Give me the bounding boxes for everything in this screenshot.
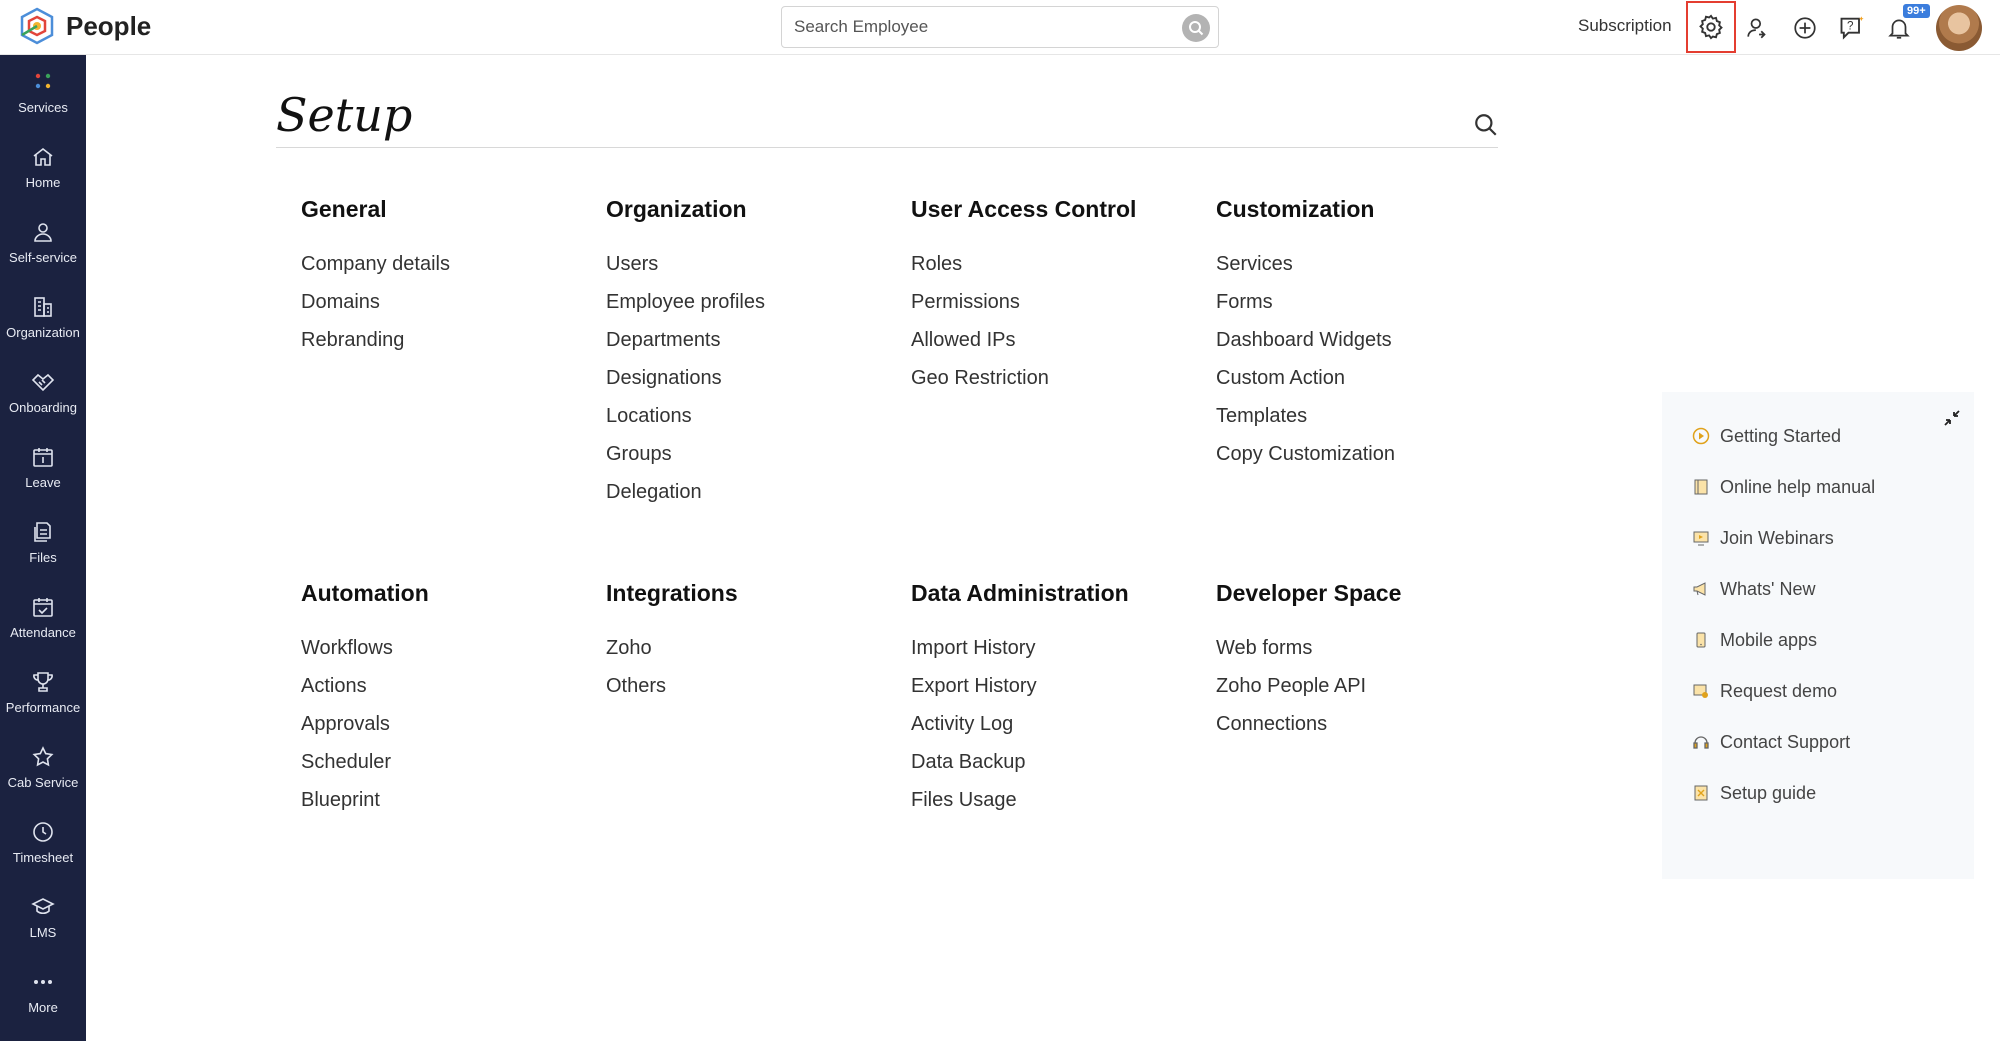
user-icon (31, 220, 55, 244)
link-copy-customization[interactable]: Copy Customization (1216, 443, 1395, 465)
sidebar-item-home[interactable] (0, 130, 86, 205)
sidebar-item-timesheet[interactable] (0, 805, 86, 880)
section-data-administration (911, 580, 1201, 819)
sidebar (0, 55, 86, 1041)
link-files-usage[interactable]: Files Usage (911, 789, 1017, 811)
switch-user-button[interactable] (1740, 10, 1776, 46)
help-item-whats-new[interactable] (1692, 574, 1815, 604)
sidebar-item-label: Self-service (9, 250, 77, 265)
link-data-backup[interactable]: Data Backup (911, 751, 1026, 773)
help-chat-icon (1838, 14, 1866, 42)
employee-search[interactable] (781, 6, 1219, 48)
collapse-icon[interactable] (1942, 408, 1962, 428)
sidebar-item-organization[interactable] (0, 280, 86, 355)
section-title: Developer Space (1216, 580, 1402, 606)
section-title: Data Administration (911, 580, 1129, 606)
link-export-history[interactable]: Export History (911, 675, 1037, 697)
link-zoho-people-api[interactable]: Zoho People API (1216, 675, 1367, 697)
link-approvals[interactable]: Approvals (301, 713, 390, 735)
help-item-setup-guide[interactable] (1692, 778, 1816, 808)
search-icon[interactable] (1182, 14, 1210, 42)
sidebar-item-label: More (28, 1000, 58, 1015)
sidebar-item-label: Services (18, 100, 68, 115)
help-item-label: Whats' New (1720, 578, 1816, 599)
megaphone-icon (1692, 580, 1710, 598)
sidebar-item-leave[interactable] (0, 430, 86, 505)
help-item-contact-support[interactable] (1692, 727, 1850, 757)
section-customization (1216, 196, 1506, 473)
attendance-icon (31, 595, 55, 619)
play-circle-icon (1692, 427, 1710, 445)
star-icon (31, 745, 55, 769)
link-domains[interactable]: Domains (301, 291, 380, 313)
link-zoho[interactable]: Zoho (606, 637, 652, 659)
trophy-icon (31, 670, 55, 694)
link-scheduler[interactable]: Scheduler (301, 751, 392, 773)
mobile-icon (1692, 631, 1710, 649)
sidebar-item-attendance[interactable] (0, 580, 86, 655)
settings-button[interactable] (1686, 1, 1736, 53)
section-automation (301, 580, 591, 819)
help-item-join-webinars[interactable] (1692, 523, 1834, 553)
link-company-details[interactable]: Company details (301, 253, 450, 275)
section-general (301, 196, 591, 359)
link-blueprint[interactable]: Blueprint (301, 789, 380, 811)
user-switch-icon (1745, 15, 1771, 41)
help-item-online-help-manual[interactable] (1692, 472, 1875, 502)
link-workflows[interactable]: Workflows (301, 637, 393, 659)
top-bar (0, 0, 2000, 55)
demo-icon (1692, 682, 1710, 700)
search-input[interactable] (782, 7, 1162, 47)
notification-badge: 99+ (1903, 4, 1930, 18)
sidebar-item-label: Leave (25, 475, 61, 490)
sidebar-item-services[interactable] (0, 55, 86, 130)
section-developer-space (1216, 580, 1506, 743)
search-icon[interactable] (1473, 112, 1499, 138)
sidebar-item-more[interactable] (0, 955, 86, 1030)
people-logo-icon[interactable] (18, 7, 56, 45)
section-user-access-control (911, 196, 1201, 397)
section-title: User Access Control (911, 196, 1137, 222)
headset-icon (1692, 733, 1710, 751)
sidebar-item-label: Files (29, 550, 57, 565)
calendar-icon (31, 445, 55, 469)
gear-icon (1697, 13, 1725, 41)
link-forms[interactable]: Forms (1216, 291, 1273, 313)
sidebar-item-cab-service[interactable] (0, 730, 86, 805)
link-import-history[interactable]: Import History (911, 637, 1036, 659)
link-employee-profiles[interactable]: Employee profiles (606, 291, 765, 313)
guide-icon (1692, 784, 1710, 802)
help-item-label: Join Webinars (1720, 527, 1834, 548)
help-item-request-demo[interactable] (1692, 676, 1837, 706)
link-users[interactable]: Users (606, 253, 659, 275)
link-allowed-ips[interactable]: Allowed IPs (911, 329, 1016, 351)
home-icon (31, 145, 55, 169)
section-title: Automation (301, 580, 429, 606)
section-title: Customization (1216, 196, 1375, 222)
link-rebranding[interactable]: Rebranding (301, 329, 405, 351)
sidebar-item-self-service[interactable] (0, 205, 86, 280)
sidebar-item-performance[interactable] (0, 655, 86, 730)
services-icon (31, 70, 55, 94)
sidebar-item-label: Cab Service (7, 775, 79, 790)
book-icon (1692, 478, 1710, 496)
link-groups[interactable]: Groups (606, 443, 672, 465)
help-panel (1662, 392, 1974, 879)
section-title: Organization (606, 196, 747, 222)
app-title: People (66, 11, 152, 41)
sidebar-item-lms[interactable] (0, 880, 86, 955)
sidebar-item-label: LMS (29, 925, 57, 940)
help-item-label: Setup guide (1720, 782, 1817, 803)
link-templates[interactable]: Templates (1216, 405, 1308, 427)
section-integrations (606, 580, 896, 705)
link-locations[interactable]: Locations (606, 405, 692, 427)
help-item-label: Getting Started (1720, 425, 1842, 446)
link-departments[interactable]: Departments (606, 329, 721, 351)
link-services[interactable]: Services (1216, 253, 1293, 275)
link-others[interactable]: Others (606, 675, 667, 697)
sidebar-item-label: Timesheet (12, 850, 74, 865)
link-activity-log[interactable]: Activity Log (911, 713, 1014, 735)
sidebar-item-label: Onboarding (9, 400, 77, 415)
link-permissions[interactable]: Permissions (911, 291, 1020, 313)
handshake-icon (31, 370, 55, 394)
clock-icon (31, 820, 55, 844)
graduation-icon (31, 895, 55, 919)
files-icon (31, 520, 55, 544)
plus-circle-icon (1792, 15, 1818, 41)
section-organization (606, 196, 896, 511)
section-title: Integrations (606, 580, 738, 606)
sidebar-item-label: Performance (5, 700, 81, 715)
add-button[interactable] (1787, 10, 1823, 46)
help-item-mobile-apps[interactable] (1692, 625, 1817, 655)
title-divider (276, 147, 1498, 148)
link-web-forms[interactable]: Web forms (1216, 637, 1313, 659)
link-dashboard-widgets[interactable]: Dashboard Widgets (1216, 329, 1392, 351)
sidebar-item-label: Attendance (10, 625, 76, 640)
help-item-label: Contact Support (1720, 731, 1851, 752)
link-geo-restriction[interactable]: Geo Restriction (911, 367, 1049, 389)
link-delegation[interactable]: Delegation (606, 481, 702, 503)
subscription-link[interactable]: Subscription (1578, 16, 1672, 35)
help-item-label: Mobile apps (1720, 629, 1818, 650)
sidebar-item-label: Organization (6, 325, 80, 340)
sidebar-item-onboarding[interactable] (0, 355, 86, 430)
page-title: Setup (276, 88, 413, 142)
bell-icon (1886, 15, 1912, 41)
webinar-icon (1692, 529, 1710, 547)
sidebar-item-label: Home (25, 175, 61, 190)
link-designations[interactable]: Designations (606, 367, 722, 389)
help-item-getting-started[interactable] (1692, 421, 1841, 451)
help-item-label: Request demo (1720, 680, 1838, 701)
link-actions[interactable]: Actions (301, 675, 367, 697)
link-connections[interactable]: Connections (1216, 713, 1328, 735)
section-title: General (301, 196, 387, 222)
more-icon (31, 970, 55, 994)
link-custom-action[interactable]: Custom Action (1216, 367, 1345, 389)
link-roles[interactable]: Roles (911, 253, 963, 275)
building-icon (31, 295, 55, 319)
help-item-label: Online help manual (1720, 476, 1876, 497)
sidebar-item-files[interactable] (0, 505, 86, 580)
help-button[interactable] (1834, 10, 1870, 46)
avatar[interactable] (1936, 5, 1982, 51)
svg-text:?: ? (1847, 19, 1854, 33)
